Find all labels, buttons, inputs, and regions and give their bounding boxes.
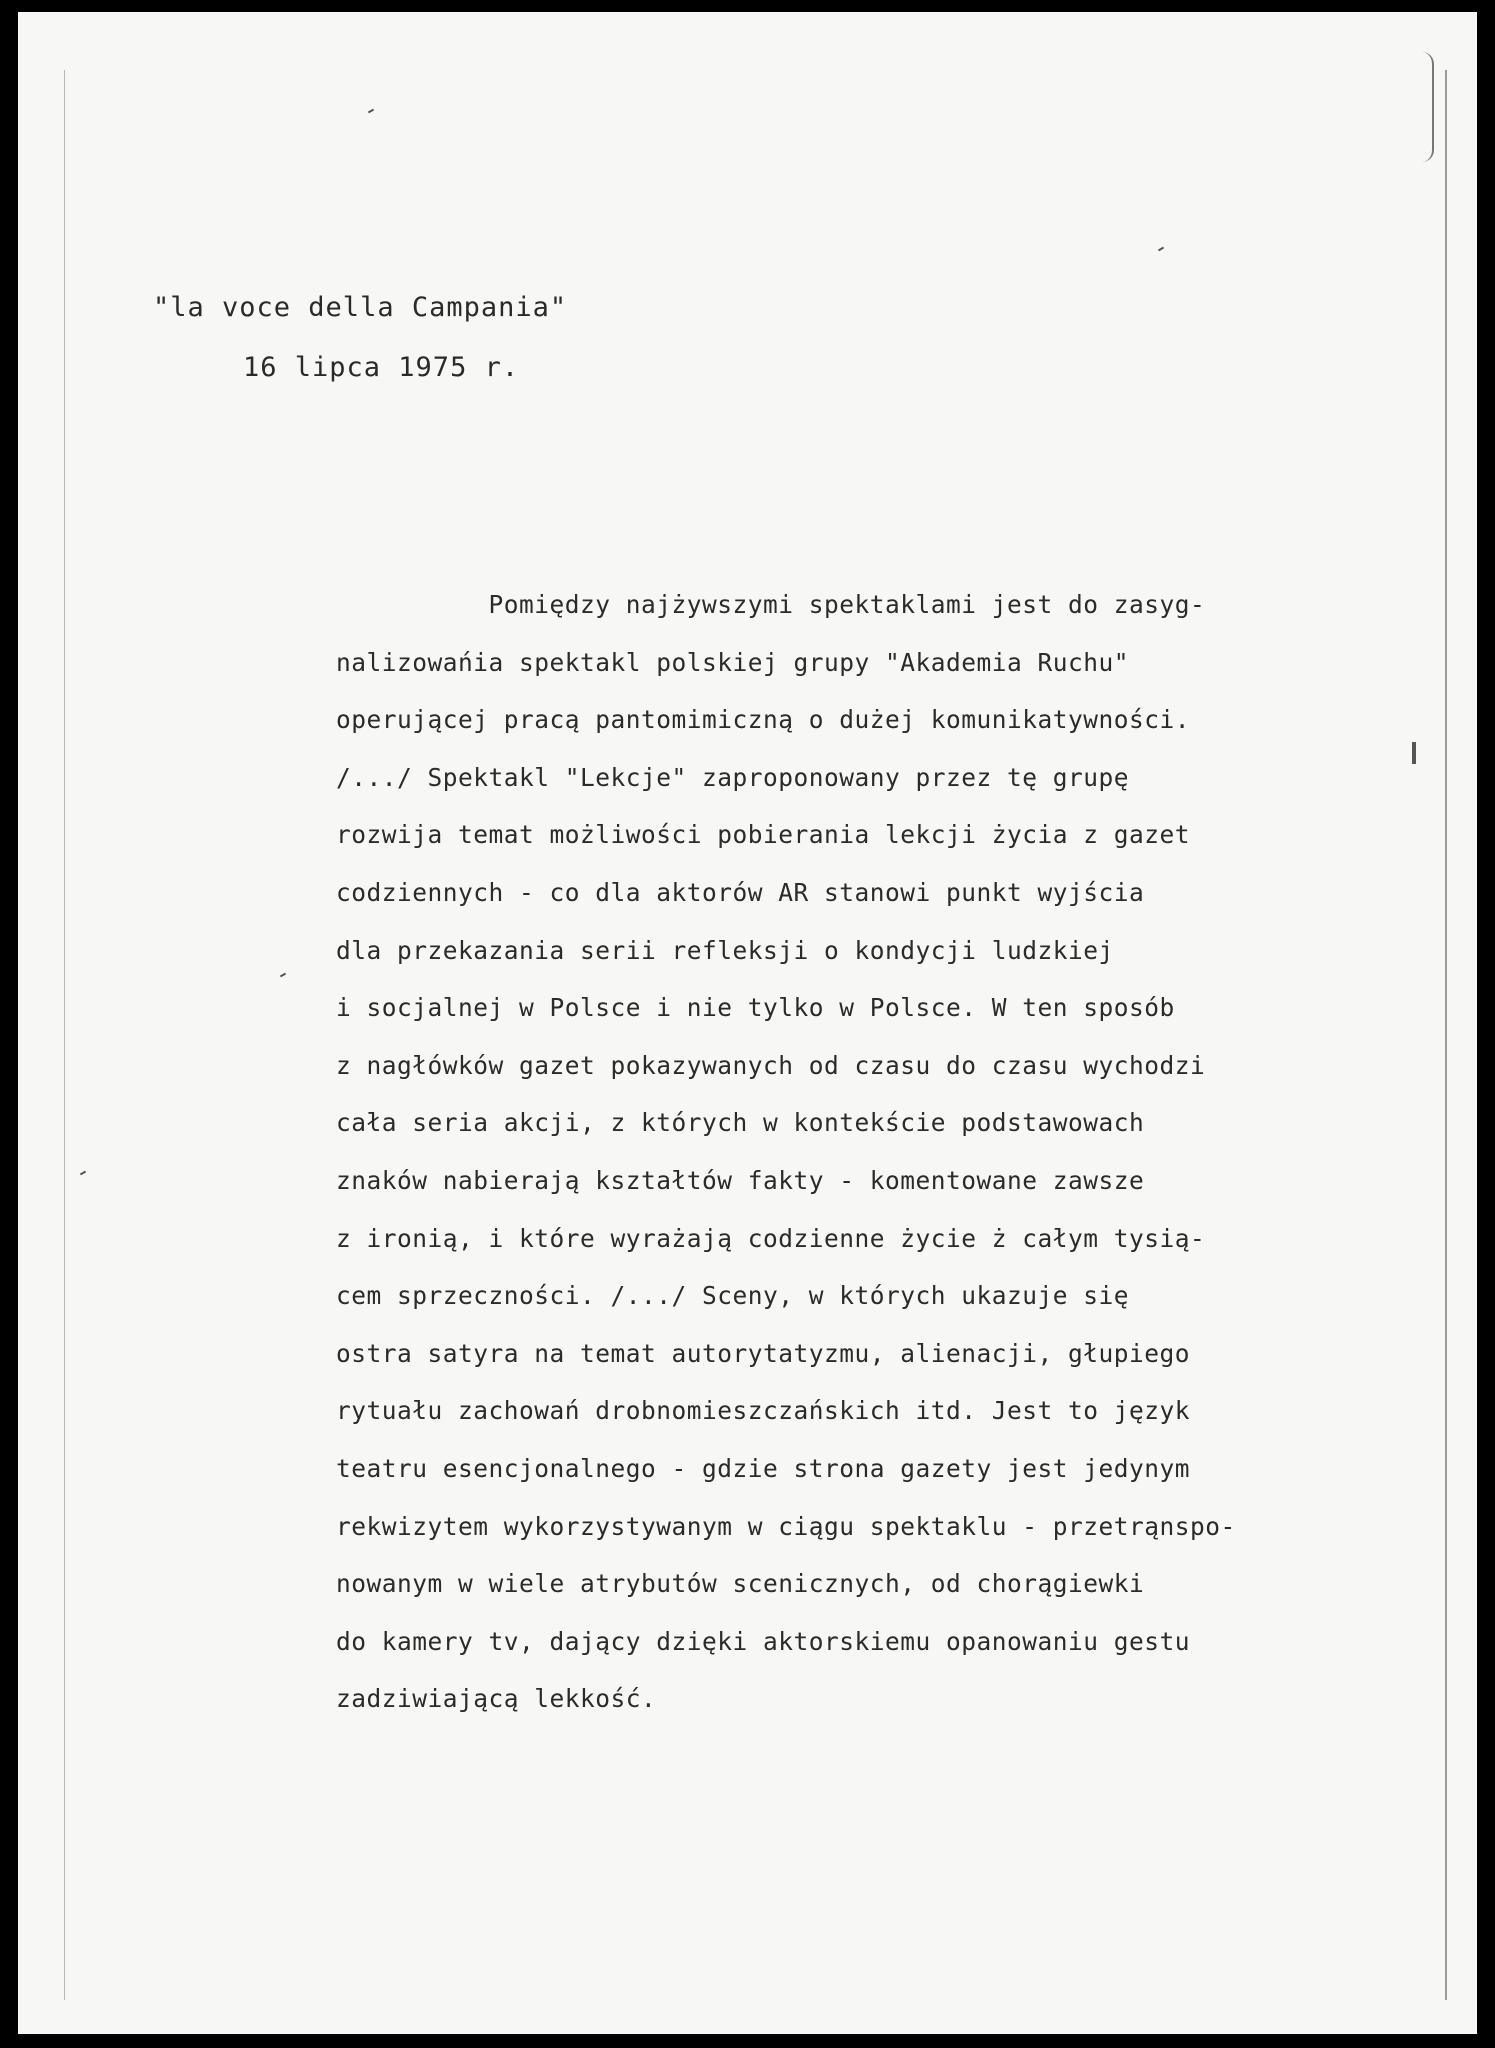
text-line: nalizowańia spektakl polskiej grupy "Akademia Ruchu" — [336, 647, 1130, 677]
text-line: z nagłówków gazet pokazywanych od czasu do czasu wychodzi — [336, 1050, 1206, 1080]
text-line: zadziwiającą lekkość. — [336, 1684, 657, 1714]
text-line: dla przekazania serii refleksji o kondycji ludzkiej — [336, 935, 1114, 965]
text-line: Pomiędzy najżywszymi spektaklami jest do zasyg- — [336, 590, 1206, 619]
edge-mark — [1412, 742, 1416, 764]
article-body — [336, 576, 1396, 1728]
text-line: codziennych - co dla aktorów AR stanowi punkt wyjścia — [336, 877, 1145, 907]
text-line: i socjalnej w Polsce i nie tylko w Polsce. W ten sposób — [336, 993, 1175, 1023]
text-line: cem sprzeczności. /.../ Sceny, w których ukazuje się — [336, 1281, 1130, 1311]
text-line: teatru esencjonalnego - gdzie strona gazety jest jedynym — [336, 1453, 1191, 1483]
text-line: ostra satyra na temat autorytatyzmu, alienacji, głupiego — [336, 1338, 1191, 1368]
text-line: cała seria akcji, z których w kontekście podstawowach — [336, 1108, 1145, 1138]
text-line: z ironią, i które wyrażają codzienne życie ż całym tysią- — [336, 1223, 1206, 1253]
source-title: "la voce della Campania" — [153, 292, 568, 323]
date-line: 16 lipca 1975 r. — [243, 352, 520, 383]
text-line: do kamery tv, dający dzięki aktorskiemu opanowaniu gestu — [336, 1626, 1191, 1656]
text-line: znaków nabierają kształtów fakty - komentowane zawsze — [336, 1165, 1145, 1195]
document-page — [18, 12, 1477, 2034]
text-line: nowanym w wiele atrybutów scenicznych, od chorągiewki — [336, 1569, 1145, 1599]
text-line: operującej pracą pantomimiczną o dużej komunikatywności. — [336, 705, 1191, 735]
fold-mark — [1422, 52, 1434, 162]
text-line: rekwizytem wykorzystywanym w ciągu spektaklu - przetrąnspo- — [336, 1511, 1236, 1541]
text-line: rozwija temat możliwości pobierania lekcji życia z gazet — [336, 820, 1191, 850]
text-line: /.../ Spektakl "Lekcje" zaproponowany przez tę grupę — [336, 762, 1130, 792]
text-line: rytuału zachowań drobnomieszczańskich itd. Jest to język — [336, 1396, 1191, 1426]
